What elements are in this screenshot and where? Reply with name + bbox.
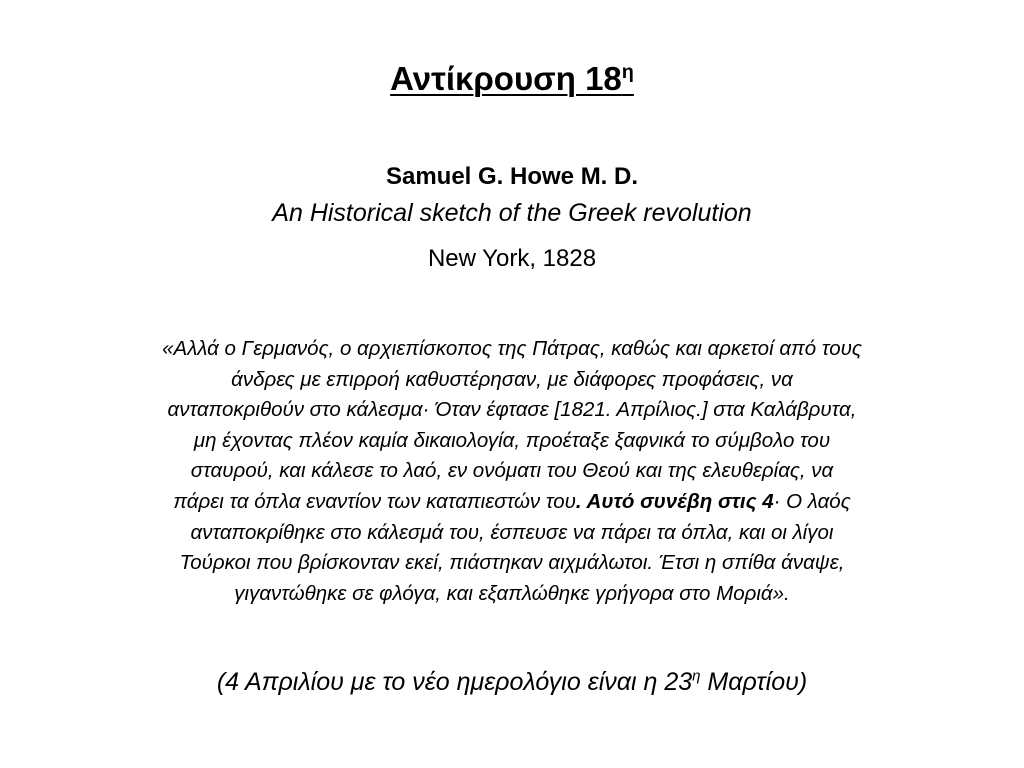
book-title: An Historical sketch of the Greek revolution bbox=[272, 199, 752, 227]
author-name: Samuel G. Howe M. D. bbox=[385, 163, 639, 190]
calendar-note: (4 Απριλίου με το νέο ημερολόγιο είναι η $23^\eta$ Μαρτίου) bbox=[216, 667, 808, 696]
quote-line: Τούρκοι που βρίσκονταν εκεί, πιάστηκαν αιχμάλωτοι. Έτσι η σπίθα άναψε, bbox=[179, 551, 845, 575]
quote-line: ανταποκρίθηκε στο κάλεσμά του, έσπευσε να πάρει τα όπλα, και οι λίγοι bbox=[190, 520, 834, 544]
quote-line: μη έχοντας πλέον καμία δικαιολογία, προέταξε ξαφνικά το σύμβολο του bbox=[193, 428, 831, 452]
slide-title bbox=[0, 60, 1024, 98]
calendar-note-superscript: η bbox=[692, 667, 701, 685]
quote-line: γιγαντώθηκε σε φλόγα, και εξαπλώθηκε γρήγορα στο Μοριά». bbox=[234, 581, 790, 605]
quote-line: ανταποκριθούν στο κάλεσμα· Όταν έφτασε [1821. Απρίλιος.] στα Καλάβρυτα, bbox=[167, 398, 857, 422]
quote-bold-phrase: . Αυτό συνέβη στις 4 bbox=[575, 489, 774, 513]
slide-title-text: Αντίκρουση 18 bbox=[390, 60, 622, 97]
publication-place-year: New York, 1828 bbox=[427, 245, 597, 272]
slide-title-superscript: η bbox=[621, 61, 634, 83]
quote-line: πάρει τα όπλα εναντίον των καταπιεστών του. Αυτό συνέβη στις 4· Ο λαός bbox=[173, 489, 851, 513]
quote-line: σταυρού, και κάλεσε το λαό, εν ονόματι του Θεού και της ελευθερίας, να bbox=[190, 459, 834, 483]
quote-line: «Αλλά ο Γερμανός, ο αρχιεπίσκοπος της Πάτρας, καθώς και αρκετοί από τους bbox=[162, 337, 862, 360]
quote-block bbox=[40, 334, 984, 609]
quote-line: άνδρες με επιρροή καθυστέρησαν, με διάφορες προφάσεις, να bbox=[231, 367, 793, 391]
